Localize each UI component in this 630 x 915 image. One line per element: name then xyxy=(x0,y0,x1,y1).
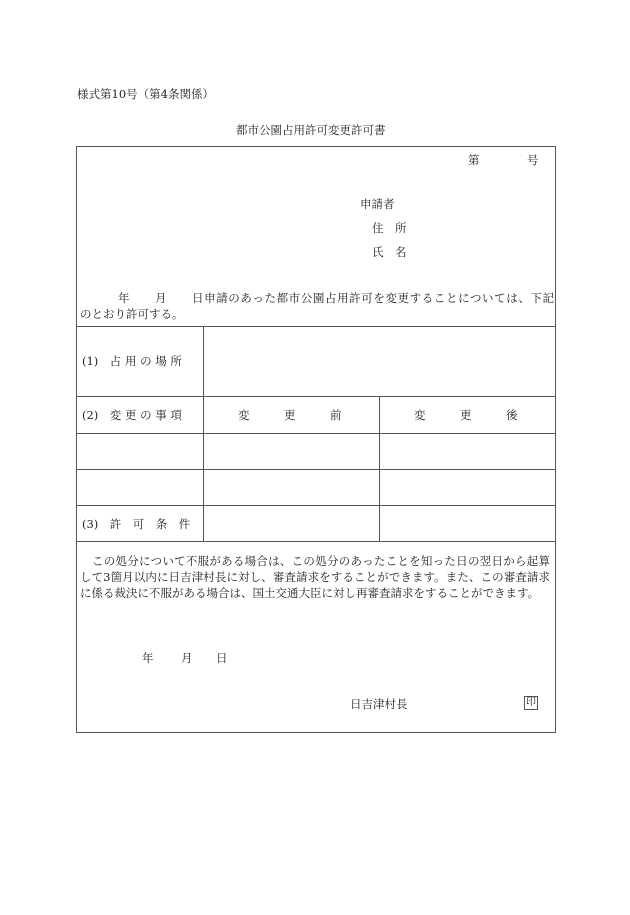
doc-number-suffix: 号 xyxy=(527,153,539,167)
divider xyxy=(76,541,555,542)
document-title: 都市公園占用許可変更許可書 xyxy=(236,123,386,137)
name-label: 氏 名 xyxy=(372,245,407,259)
doc-number-prefix: 第 xyxy=(468,153,480,167)
divider xyxy=(203,326,204,541)
permit-form-box xyxy=(76,146,556,733)
divider xyxy=(76,433,555,434)
intro-month: 月 xyxy=(155,291,167,305)
permit-conditions-label: (3) 許 可 条 件 xyxy=(82,517,191,531)
after-change-header: 変 更 後 xyxy=(414,408,518,422)
address-label: 住 所 xyxy=(372,221,407,235)
issue-year: 年 xyxy=(142,651,154,665)
intro-text-line1: 日申請のあった都市公園占用許可を変更することについては、下記 xyxy=(192,291,555,305)
intro-text-line2: のとおり許可する。 xyxy=(80,307,184,321)
divider xyxy=(76,396,555,397)
divider xyxy=(379,396,380,541)
appeal-notice: この処分について不服がある場合は、この処分のあったことを知った日の翌日から起算して3箇月以内に日吉津村長に対し、審査請求をすることができます。また、この審査請求に係る裁決に不服がある場合は、国土交通大臣に対し再審査請求をすることができます。 xyxy=(80,554,550,600)
change-items-label: (2) 変 更 の 事 項 xyxy=(82,408,182,422)
divider xyxy=(76,505,555,506)
before-change-header: 変 更 前 xyxy=(238,408,342,422)
form-number: 様式第10号（第4条関係） xyxy=(77,87,214,101)
issuer-name: 日吉津村長 xyxy=(350,697,408,711)
applicant-label: 申請者 xyxy=(360,197,395,211)
seal-mark: 印 xyxy=(526,697,536,708)
issue-month: 月 xyxy=(181,651,193,665)
issue-day: 日 xyxy=(216,651,228,665)
intro-year: 年 xyxy=(118,291,130,305)
occupancy-place-label: (1) 占 用 の 場 所 xyxy=(82,354,182,368)
divider xyxy=(76,469,555,470)
divider xyxy=(76,326,555,327)
